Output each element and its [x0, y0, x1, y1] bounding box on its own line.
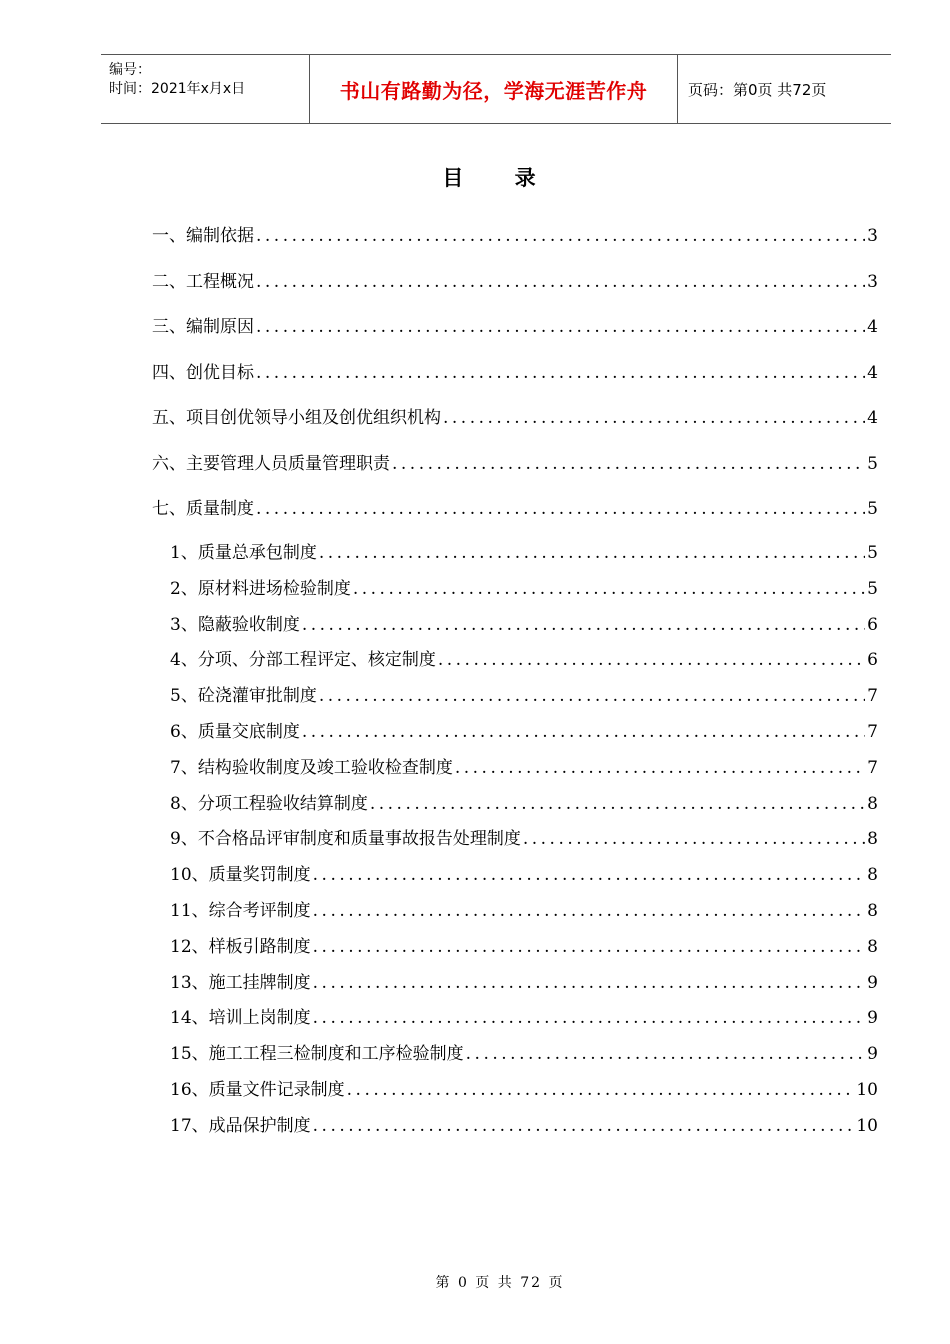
toc-entry-page: 9: [867, 1044, 878, 1065]
toc-entry-label: 六、主要管理人员质量管理职责: [152, 453, 390, 474]
toc-leader-dots: [347, 1078, 855, 1102]
toc-entry-page: 3: [867, 271, 878, 292]
toc-leader-dots: [438, 648, 865, 672]
header-motto: 书山有路勤为径，学海无涯苦作舟: [309, 55, 678, 123]
toc-entry-label: 10、质量奖罚制度: [170, 865, 311, 886]
toc-entry-label: 14、培训上岗制度: [170, 1008, 311, 1029]
toc-leader-dots: [313, 1006, 866, 1030]
toc-entry-page: 6: [867, 650, 878, 671]
toc-section-entry[interactable]: [152, 315, 878, 339]
toc-entry-label: 2、原材料进场检验制度: [170, 578, 351, 599]
toc-entry-label: 16、质量文件记录制度: [170, 1080, 345, 1100]
toc-leader-dots: [319, 684, 865, 708]
toc-entry-label: 一、编制依据: [152, 226, 254, 246]
toc-leader-dots: [302, 613, 865, 637]
page-header: [101, 54, 891, 124]
toc-entry-page: 5: [867, 499, 878, 519]
toc-subsection-entry[interactable]: [170, 971, 878, 995]
page-footer: 第 0 页 共 72 页: [435, 1275, 565, 1291]
toc-entry-label: 11、综合考评制度: [170, 901, 311, 921]
toc-subsection-entry[interactable]: [170, 899, 878, 923]
toc-leader-dots: [256, 315, 865, 339]
toc-entry-page: 4: [867, 408, 878, 428]
toc-entry-page: 7: [867, 686, 878, 707]
toc-entry-label: 三、编制原因: [152, 317, 254, 337]
toc-leader-dots: [466, 1042, 866, 1066]
toc-entry-label: 四、创优目标: [152, 362, 254, 383]
toc-entry-label: 二、工程概况: [152, 271, 254, 292]
toc-subsection-entry[interactable]: [170, 756, 878, 780]
toc-entry-page: 8: [867, 936, 878, 957]
toc-leader-dots: [443, 406, 865, 430]
toc-entry-label: 7、结构验收制度及竣工验收检查制度: [170, 757, 453, 778]
toc-leader-dots: [256, 224, 865, 248]
toc-subsection-entry[interactable]: [170, 827, 878, 851]
toc-entry-page: 4: [867, 362, 878, 383]
toc-leader-dots: [313, 935, 866, 959]
toc-subsection-entry[interactable]: [170, 1114, 878, 1138]
toc-entry-label: 9、不合格品评审制度和质量事故报告处理制度: [170, 829, 521, 850]
toc-entry-page: 10: [856, 1080, 878, 1100]
toc-subsection-entry[interactable]: [170, 1006, 878, 1030]
toc-section-entry[interactable]: [152, 406, 878, 430]
toc-entry-page: 9: [867, 1008, 878, 1029]
toc-entry-label: 12、样板引路制度: [170, 936, 311, 957]
header-meta: [101, 55, 309, 123]
toc-entry-label: 8、分项工程验收结算制度: [170, 793, 368, 814]
toc-title: 目 录: [442, 165, 558, 190]
toc-entry-page: 5: [867, 543, 878, 563]
toc-entry-page: 7: [867, 722, 878, 742]
toc-leader-dots: [256, 270, 865, 294]
toc-subsection-entry[interactable]: [170, 577, 878, 601]
toc-leader-dots: [313, 1114, 855, 1138]
toc-section-entry[interactable]: [152, 224, 878, 248]
toc-entry-page: 4: [867, 317, 878, 337]
toc-leader-dots: [313, 863, 866, 887]
toc-entry-page: 6: [867, 614, 878, 635]
doc-time-label: 时间：2021年x月x日: [109, 81, 246, 97]
toc-leader-dots: [523, 827, 865, 851]
toc-subsection-entry[interactable]: [170, 541, 878, 565]
toc-entry-label: 6、质量交底制度: [170, 722, 300, 742]
toc-subsection-entry[interactable]: [170, 1078, 878, 1102]
toc-entry-page: 3: [867, 226, 878, 246]
toc-entry-label: 13、施工挂牌制度: [170, 972, 311, 993]
toc-leader-dots: [302, 720, 865, 744]
toc-entry-label: 七、质量制度: [152, 499, 254, 519]
toc-subsection-entry[interactable]: [170, 935, 878, 959]
toc-entry-label: 4、分项、分部工程评定、核定制度: [170, 650, 436, 671]
toc-entry-page: 5: [867, 453, 878, 474]
toc-subsection-entry[interactable]: [170, 720, 878, 744]
toc-leader-dots: [353, 577, 865, 601]
toc-section-entry[interactable]: [152, 270, 878, 294]
toc-section-entry[interactable]: [152, 452, 878, 476]
toc-leader-dots: [370, 792, 865, 816]
toc-entry-page: 7: [867, 757, 878, 778]
toc-entry-page: 8: [867, 901, 878, 921]
toc-entry-label: 五、项目创优领导小组及创优组织机构: [152, 408, 441, 428]
toc-subsection-entry[interactable]: [170, 648, 878, 672]
toc-leader-dots: [319, 541, 865, 565]
toc-entry-label: 5、砼浇灌审批制度: [170, 686, 317, 707]
toc-section-entry[interactable]: [152, 361, 878, 385]
toc-subsection-entry[interactable]: [170, 863, 878, 887]
doc-number-label: 编号：: [109, 62, 151, 78]
toc-leader-dots: [256, 361, 865, 385]
toc-subsection-entry[interactable]: [170, 1042, 878, 1066]
toc-entry-page: 9: [867, 972, 878, 993]
toc-subsection-entry[interactable]: [170, 792, 878, 816]
toc-entry-page: 5: [867, 578, 878, 599]
toc-entry-label: 15、施工工程三检制度和工序检验制度: [170, 1044, 464, 1065]
toc-leader-dots: [256, 497, 865, 521]
toc-entry-page: 8: [867, 865, 878, 886]
toc-entry-label: 17、成品保护制度: [170, 1115, 311, 1136]
toc-subsection-entry[interactable]: [170, 684, 878, 708]
toc-leader-dots: [455, 756, 865, 780]
toc-entry-page: 10: [856, 1115, 878, 1136]
toc-entry-page: 8: [867, 829, 878, 850]
toc-entry-label: 3、隐蔽验收制度: [170, 614, 300, 635]
header-page-info: 页码：第0页 共72页: [688, 80, 827, 99]
toc-leader-dots: [313, 899, 866, 923]
toc-subsection-entry[interactable]: [170, 613, 878, 637]
toc-section-entry[interactable]: [152, 497, 878, 521]
toc-entry-page: 8: [867, 793, 878, 814]
toc-entry-label: 1、质量总承包制度: [170, 543, 317, 563]
toc-leader-dots: [392, 452, 865, 476]
toc-leader-dots: [313, 971, 866, 995]
